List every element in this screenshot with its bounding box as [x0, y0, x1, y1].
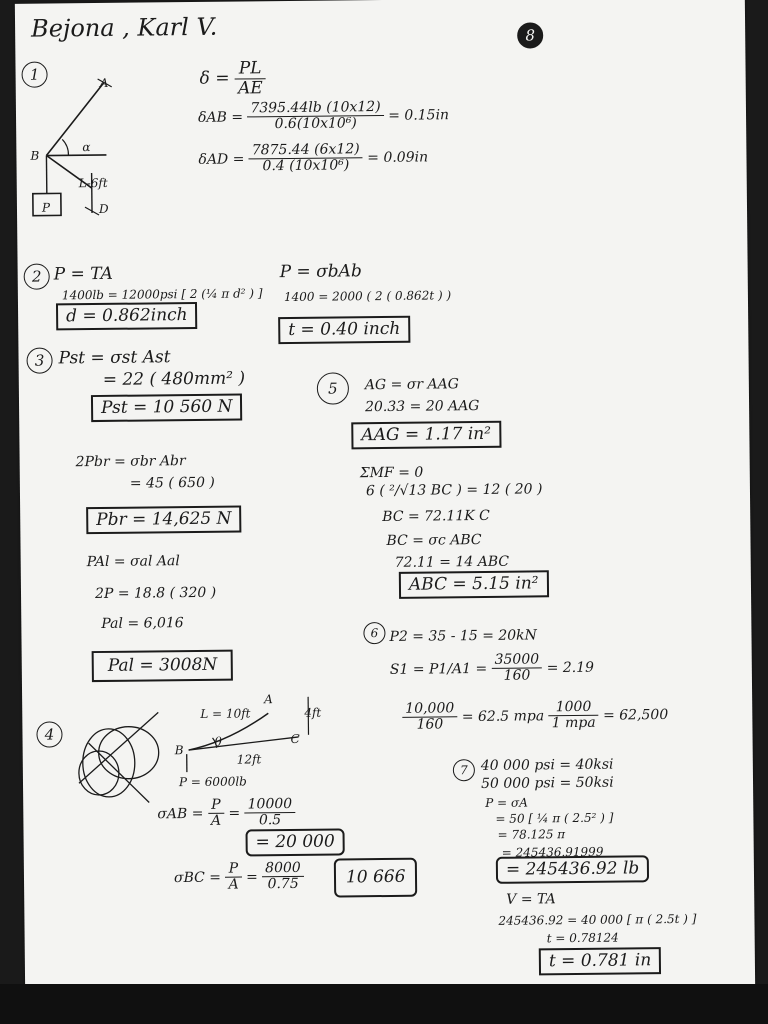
p4-label-12ft: 12ft	[236, 752, 262, 767]
p3-line7: Pal = 6,016	[101, 615, 184, 632]
paper-sheet	[15, 0, 755, 994]
p7-line7: V = TA	[506, 891, 556, 908]
p7-answer-p: = 245436.92 lb	[496, 855, 650, 883]
p2-line4: 1400 = 2000 ( 2 ( 0.862t ) )	[283, 288, 452, 305]
p4-label-c: C	[290, 731, 300, 747]
p4-stress-bc: σBC = $\frac{P}{A}$ = $\frac{8000}{0.75}$	[174, 861, 304, 894]
photo-background-edge	[0, 984, 768, 1024]
p7-line6: = 245436.91999	[501, 844, 604, 860]
p1-delta-ab: δAB = $\frac{7395.44lb (10x12)}{\text{0.6(10x10⁶)}}$ = 0.15in	[197, 99, 450, 133]
p5-line7: 72.11 = 14 ABC	[394, 553, 510, 571]
p4-answer-ab: = 20 000	[245, 828, 344, 856]
diagram1-label-length: L-6ft	[78, 175, 108, 191]
p2-line1: P = TA	[53, 263, 113, 285]
p5-line2: 20.33 = 20 AAG	[364, 398, 480, 416]
problem-5-number: 5	[317, 372, 349, 404]
p7-line5: = 78.125 π	[497, 827, 566, 842]
p4-label-p: P = 6000lb	[178, 774, 247, 790]
p3-line4: = 45 ( 650 )	[129, 474, 215, 492]
problem-6-number: 6	[363, 622, 385, 644]
page-number-mark: 8	[517, 22, 543, 48]
p7-line9: t = 0.78124	[546, 930, 619, 946]
p4-label-a: A	[264, 692, 273, 707]
p5-line3: ΣMF = 0	[359, 464, 424, 482]
p3-line2: = 22 ( 480mm² )	[102, 368, 246, 390]
p6-line1: P2 = 35 - 15 = 20kN	[389, 627, 537, 645]
student-name: Bejona , Karl V.	[30, 12, 218, 43]
diagram1-label-d: D	[98, 201, 109, 216]
p5-line4: 6 ( ²/√13 BC ) = 12 ( 20 )	[365, 481, 543, 500]
p6-line2: S1 = P1/A1 = $\frac{35000}{160}$ = 2.19	[389, 651, 595, 685]
p4-label-length: L = 10ft	[200, 706, 251, 721]
p4-label-theta: θ	[214, 734, 222, 749]
p3-line6: 2P = 18.8 ( 320 )	[94, 584, 217, 603]
p5-answer-aag: AAG = 1.17 in²	[351, 421, 501, 449]
p2-line2: 1400lb = 12000psi [ 2 (¼ π d² ) ]	[61, 286, 263, 303]
p7-line4: = 50 [ ¼ π ( 2.5² ) ]	[495, 810, 614, 826]
p4-stress-ab: σAB = $\frac{P}{A}$ = $\frac{10000}{0.5}$	[157, 797, 295, 830]
p7-line8: 245436.92 = 40 000 [ π ( 2.5t ) ]	[498, 911, 697, 928]
p2-answer-d: d = 0.862inch	[56, 302, 198, 330]
p5-line5: BC = 72.11K C	[382, 507, 490, 526]
p5-answer-abc: ABC = 5.15 in²	[399, 570, 549, 598]
problem-4-number: 4	[36, 721, 62, 747]
p3-answer-pst: Pst = 10 560 N	[91, 393, 243, 421]
diagram1-label-b: B	[30, 148, 40, 163]
p7-line3: P = σA	[485, 795, 528, 810]
p4-label-b: B	[174, 743, 184, 758]
p2-line3: P = σbAb	[279, 261, 362, 283]
p4-answer-bc: 10 666	[334, 858, 418, 898]
p1-formula: δ = $\frac{PL}{AE}$	[199, 59, 265, 98]
p7-answer-t: t = 0.781 in	[539, 947, 662, 975]
p7-line1: 40 000 psi = 40ksi	[480, 756, 614, 775]
p5-line1: AG = σr AAG	[364, 376, 459, 394]
problem-2-number: 2	[24, 264, 50, 290]
p6-line3: $\frac{10,000}{160}$ = 62.5 mpa $\frac{1000}{\text{1 mpa}}$ = 62,500	[402, 699, 668, 734]
diagram1-label-a: A	[99, 75, 109, 90]
diagram1-label-p: P	[41, 200, 51, 215]
p3-line3: 2Pbr = σbr Abr	[75, 453, 186, 471]
problem-7-number: 7	[453, 759, 475, 781]
p2-answer-t: t = 0.40 inch	[278, 316, 410, 344]
p7-line2: 50 000 psi = 50ksi	[480, 774, 614, 793]
p3-line5: PAl = σal Aal	[86, 553, 180, 571]
problem-1-number: 1	[21, 62, 47, 88]
problem-3-number: 3	[26, 347, 52, 373]
p3-answer-pal: Pal = 3008N	[92, 650, 234, 682]
p1-delta-ad: δAD = $\frac{7875.44 (6x12)}{\text{0.4 (10x10⁶)}}$ = 0.09in	[198, 141, 429, 175]
p3-line1: Pst = σst Ast	[58, 347, 171, 369]
p3-answer-pbr: Pbr = 14,625 N	[86, 506, 242, 534]
p4-label-4ft: 4ft	[304, 705, 322, 720]
p5-line6: BC = σc ABC	[386, 531, 482, 549]
diagram1-label-alpha: α	[82, 140, 91, 155]
